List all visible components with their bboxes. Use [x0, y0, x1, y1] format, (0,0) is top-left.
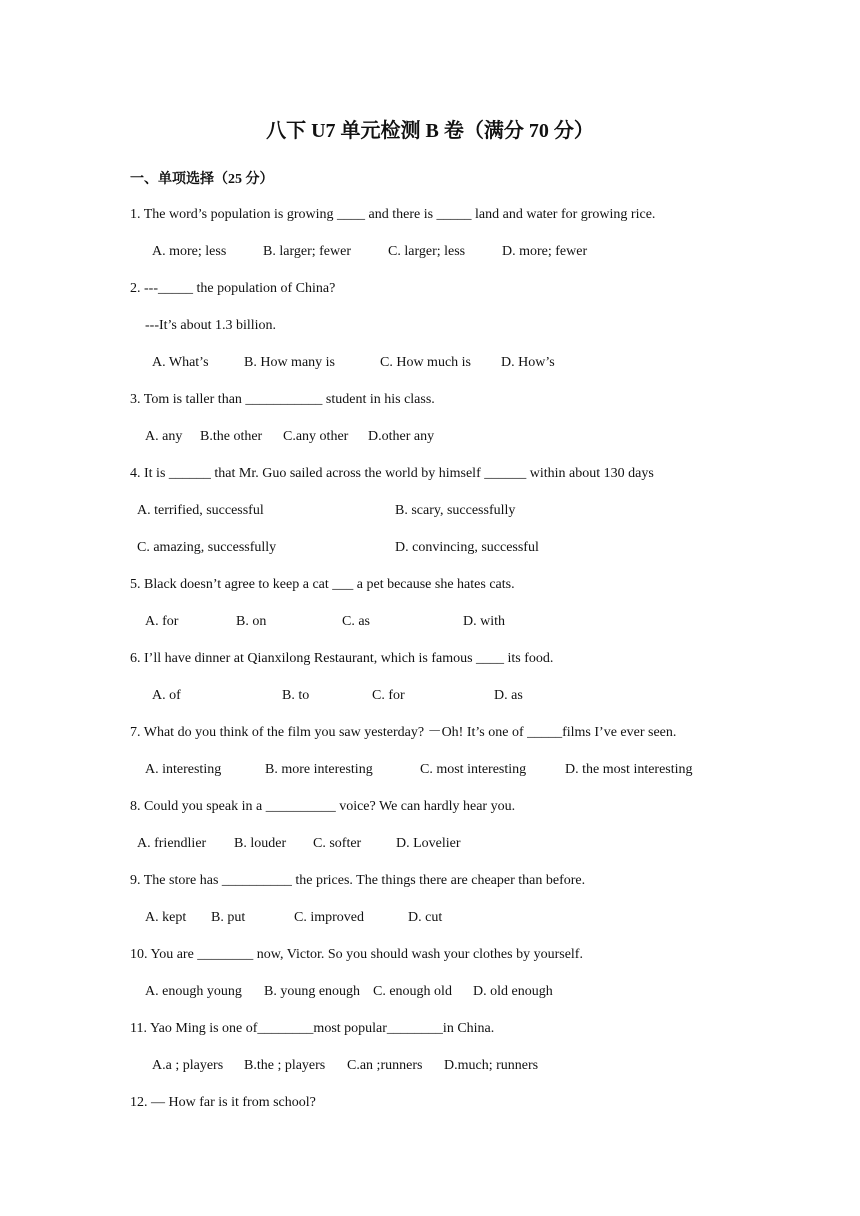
page-title: 八下 U7 单元检测 B 卷（满分 70 分）	[266, 120, 594, 142]
option-a: A. for	[145, 614, 179, 629]
question-stem: 2. ---_____ the population of China?	[130, 281, 336, 296]
option-c: C. amazing, successfully	[137, 540, 277, 555]
section-heading: 一、单项选择（25 分）	[130, 172, 274, 187]
option-c: C. larger; less	[388, 244, 466, 259]
option-d: D.other any	[368, 429, 435, 444]
option-a: A. enough young	[145, 984, 242, 999]
question-stem: 10. You are ________ now, Victor. So you should wash your clothes by yourself.	[130, 947, 583, 962]
option-b: B. put	[211, 910, 246, 925]
question-stem: 11. Yao Ming is one of________most popular________in China.	[130, 1021, 495, 1036]
option-c: C.an ;runners	[347, 1058, 423, 1073]
option-a: A. more; less	[152, 244, 227, 259]
option-c: C. enough old	[373, 984, 452, 999]
option-a: A.a ; players	[152, 1058, 224, 1073]
option-b: B.the ; players	[244, 1058, 326, 1073]
option-d: D. convincing, successful	[395, 540, 539, 555]
question-stem: 7. What do you think of the film you saw yesterday? －Oh! It’s one of _____films I’ve ever seen.	[130, 725, 677, 740]
option-d: D. Lovelier	[396, 836, 461, 851]
option-b: B. larger; fewer	[263, 244, 351, 259]
option-a: A. kept	[145, 910, 187, 925]
option-b: B. more interesting	[265, 762, 373, 777]
option-a: A. interesting	[145, 762, 222, 777]
option-d: D. with	[463, 614, 505, 629]
option-b: B. to	[282, 688, 310, 703]
option-d: D. How’s	[501, 355, 555, 370]
option-d: D. old enough	[473, 984, 553, 999]
option-b: B. on	[236, 614, 267, 629]
option-b: B. How many is	[244, 355, 335, 370]
option-c: C.any other	[283, 429, 349, 444]
option-c: C. improved	[294, 910, 364, 925]
option-c: C. most interesting	[420, 762, 527, 777]
option-c: C. softer	[313, 836, 362, 851]
option-a: A. friendlier	[137, 836, 207, 851]
question-stem: 6. I’ll have dinner at Qianxilong Restaurant, which is famous ____ its food.	[130, 651, 554, 666]
option-c: C. How much is	[380, 355, 471, 370]
option-d: D. as	[494, 688, 523, 703]
option-c: C. as	[342, 614, 370, 629]
question-stem: 1. The word’s population is growing ____ and there is _____ land and water for growing rice.	[130, 207, 656, 222]
question-stem: 9. The store has __________ the prices. The things there are cheaper than before.	[130, 873, 586, 888]
option-a: A. any	[145, 429, 183, 444]
option-b: B.the other	[200, 429, 263, 444]
option-d: D. more; fewer	[502, 244, 588, 259]
option-d: D.much; runners	[444, 1058, 539, 1073]
question-stem: 12. — How far is it from school?	[130, 1095, 316, 1110]
question-stem: 3. Tom is taller than ___________ student in his class.	[130, 392, 435, 407]
option-b: B. young enough	[264, 984, 361, 999]
option-b: B. louder	[234, 836, 287, 851]
question-stem: 8. Could you speak in a __________ voice? We can hardly hear you.	[130, 799, 516, 814]
option-a: A. terrified, successful	[137, 503, 264, 518]
option-a: A. What’s	[152, 355, 209, 370]
question-stem: 4. It is ______ that Mr. Guo sailed across the world by himself ______ within about 130 days	[130, 466, 654, 481]
option-d: D. the most interesting	[565, 762, 693, 777]
option-c: C. for	[372, 688, 405, 703]
option-b: B. scary, successfully	[395, 503, 516, 518]
option-d: D. cut	[408, 910, 443, 925]
question-answer-line: ---It’s about 1.3 billion.	[145, 318, 277, 333]
question-stem: 5. Black doesn’t agree to keep a cat ___ a pet because she hates cats.	[130, 577, 515, 592]
option-a: A. of	[152, 688, 181, 703]
